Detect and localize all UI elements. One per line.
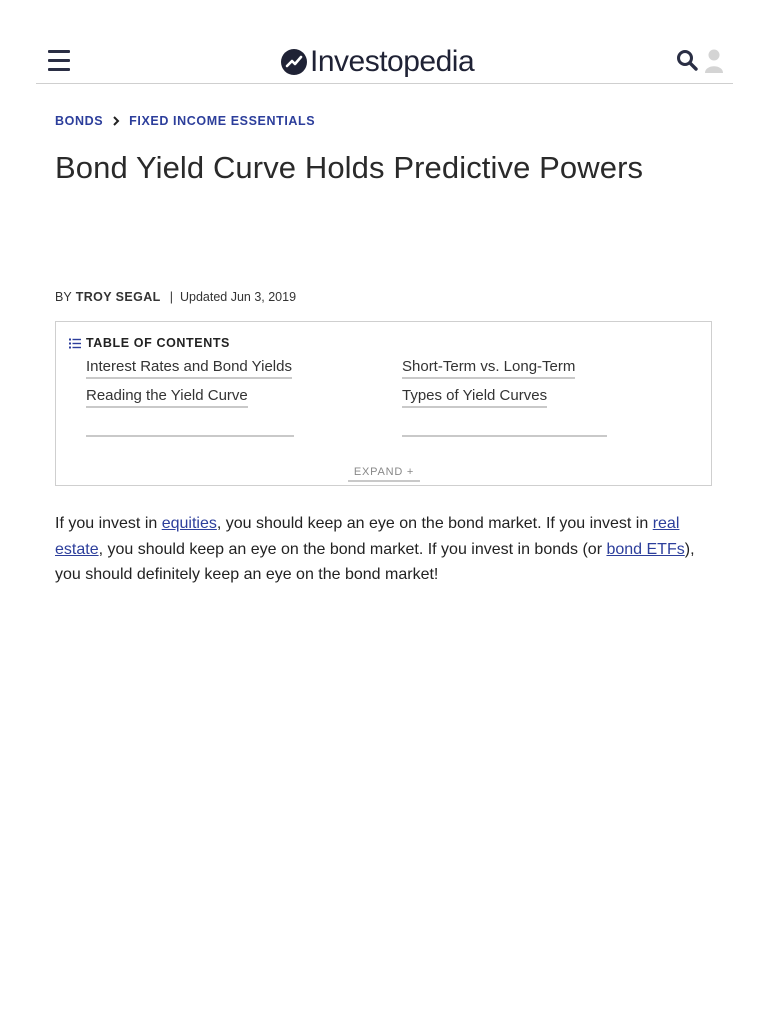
article-text: , you should keep an eye on the bond market. If you invest in [216, 515, 653, 532]
toc-expand-button[interactable]: EXPAND + [348, 466, 420, 482]
toc-heading: TABLE OF CONTENTS [86, 336, 230, 350]
search-icon[interactable] [676, 49, 698, 71]
breadcrumb [55, 114, 315, 128]
article-paragraph [55, 511, 715, 588]
article-text: , you should keep an eye on the bond market. If you invest in bonds (or [98, 540, 607, 558]
byline-divider: | [169, 290, 173, 304]
user-icon[interactable] [704, 48, 724, 74]
byline-prefix: BY [55, 290, 72, 304]
site-header [36, 0, 733, 84]
chevron-right-icon [111, 116, 121, 126]
byline [55, 290, 296, 304]
toc-item-interest-rates[interactable]: Interest Rates and Bond Yields [86, 358, 292, 379]
article-text: If you invest in [55, 515, 162, 532]
link-real-estate[interactable]: real estate [55, 515, 680, 558]
logo-text: Investopedia [310, 45, 475, 78]
toc-item-short-vs-long[interactable]: Short-Term vs. Long-Term [402, 358, 575, 379]
toc-item-reading-curve[interactable]: Reading the Yield Curve [86, 387, 248, 408]
site-logo[interactable] [281, 44, 474, 80]
table-of-contents [55, 321, 712, 486]
link-equities[interactable]: equities [161, 515, 217, 532]
link-bond-etfs[interactable]: bond ETFs [606, 540, 685, 558]
toc-header [69, 336, 230, 350]
updated-date: Updated Jun 3, 2019 [179, 290, 297, 304]
article-text: ), you should definitely keep an eye on the bond market! [55, 540, 695, 583]
logo-mark-icon [281, 49, 307, 75]
hamburger-menu-icon[interactable] [48, 50, 70, 70]
page-title: Bond Yield Curve Holds Predictive Powers [55, 150, 644, 185]
toc-fade-overlay [56, 418, 711, 434]
author-link[interactable]: TROY SEGAL [75, 290, 161, 304]
breadcrumb-item-fixed-income[interactable]: FIXED INCOME ESSENTIALS [129, 114, 316, 128]
breadcrumb-item-bonds[interactable]: BONDS [55, 114, 104, 128]
list-icon [69, 338, 81, 349]
toc-item-types-of-curves[interactable]: Types of Yield Curves [402, 387, 547, 408]
